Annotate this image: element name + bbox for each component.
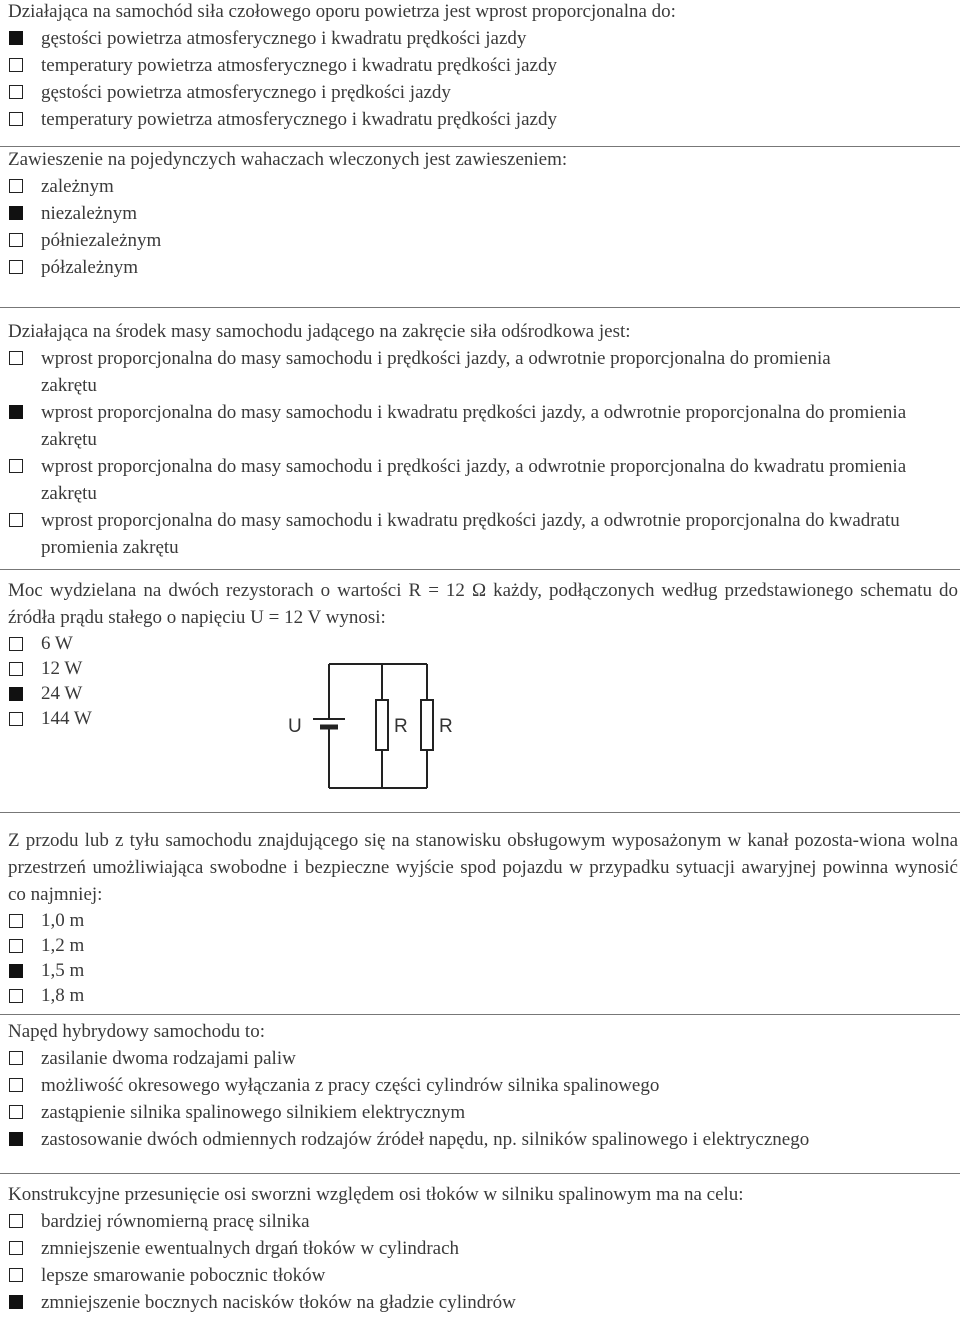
answer-label: zasilanie dwoma rodzajami paliw	[41, 1048, 296, 1069]
checkbox-icon[interactable]	[9, 85, 23, 99]
answer-option[interactable]	[8, 79, 958, 106]
answer-label: gęstości powietrza atmosferycznego i prędkości jazdy	[41, 82, 451, 103]
answer-label: 6 W	[41, 633, 73, 654]
question-text: Działająca na środek masy samochodu jadącego na zakręcie siła odśrodkowa jest:	[8, 321, 631, 342]
answer-label: półzależnym	[41, 257, 139, 278]
answer-label: 1,2 m	[41, 935, 85, 956]
divider	[0, 812, 960, 813]
divider	[0, 1173, 960, 1174]
answer-option[interactable]	[8, 656, 958, 681]
answer-option[interactable]	[8, 1072, 958, 1099]
answer-option[interactable]	[8, 1208, 958, 1235]
checkbox-icon[interactable]	[9, 1105, 23, 1119]
checkbox-icon[interactable]	[9, 179, 23, 193]
checkbox-icon[interactable]	[9, 206, 23, 220]
answer-label: lepsze smarowanie pobocznic tłoków	[41, 1265, 326, 1286]
checkbox-icon[interactable]	[9, 513, 23, 527]
answer-label: wprost proporcjonalna do masy samochodu i kwadratu prędkości jazdy, a odwrotnie proporcjonalna do kwadratu promienia zakrętu	[41, 510, 900, 558]
question-2	[8, 146, 958, 281]
answer-option[interactable]	[8, 453, 958, 507]
resistor-label: R	[394, 716, 408, 737]
answer-label: temperatury powietrza atmosferycznego i kwadratu prędkości jazdy	[41, 109, 557, 130]
answer-option[interactable]	[8, 1099, 958, 1126]
answer-label: półniezależnym	[41, 230, 162, 251]
circuit-diagram	[283, 660, 473, 792]
answer-label: 1,5 m	[41, 960, 85, 981]
checkbox-icon[interactable]	[9, 405, 23, 419]
answer-label: zastosowanie dwóch odmiennych rodzajów źródeł napędu, np. silników spalinowego i elektrycznego	[41, 1129, 810, 1150]
answer-label: wprost proporcjonalna do masy samochodu i prędkości jazdy, a odwrotnie proporcjonalna do kwadratu promienia zakrętu	[41, 456, 907, 504]
answer-option[interactable]	[8, 173, 958, 200]
answer-option[interactable]	[8, 1262, 958, 1289]
checkbox-icon[interactable]	[9, 351, 23, 365]
answer-option[interactable]	[8, 631, 958, 656]
answer-option[interactable]	[8, 983, 958, 1008]
checkbox-icon[interactable]	[9, 459, 23, 473]
answer-option[interactable]	[8, 1045, 958, 1072]
answer-label: 144 W	[41, 708, 92, 729]
checkbox-icon[interactable]	[9, 260, 23, 274]
checkbox-icon[interactable]	[9, 1268, 23, 1282]
resistor-2	[421, 700, 433, 750]
answer-label: 24 W	[41, 683, 83, 704]
checkbox-icon[interactable]	[9, 914, 23, 928]
answer-option[interactable]	[8, 1289, 958, 1316]
divider	[0, 1014, 960, 1015]
answer-option[interactable]	[8, 1126, 958, 1153]
answer-option[interactable]	[8, 1235, 958, 1262]
answer-label: temperatury powietrza atmosferycznego i kwadratu prędkości jazdy	[41, 55, 557, 76]
answer-option[interactable]	[8, 908, 958, 933]
checkbox-icon[interactable]	[9, 687, 23, 701]
question-1	[8, 0, 958, 133]
answer-label: zmniejszenie ewentualnych drgań tłoków w cylindrach	[41, 1238, 460, 1259]
resistor-label: R	[439, 716, 453, 737]
source-label: U	[288, 716, 302, 737]
answer-label: 1,8 m	[41, 985, 85, 1006]
answer-option[interactable]	[8, 507, 958, 561]
answer-option[interactable]	[8, 399, 958, 453]
answer-option[interactable]	[8, 706, 958, 731]
checkbox-icon[interactable]	[9, 1132, 23, 1146]
question-text: Konstrukcyjne przesunięcie osi sworzni względem osi tłoków w silniku spalinowym ma na celu:	[8, 1184, 744, 1205]
answer-option[interactable]	[8, 933, 958, 958]
answer-label: wprost proporcjonalna do masy samochodu i prędkości jazdy, a odwrotnie proporcjonalna do promienia zakrętu	[41, 348, 831, 396]
checkbox-icon[interactable]	[9, 58, 23, 72]
answer-label: zmniejszenie bocznych nacisków tłoków na gładzie cylindrów	[41, 1292, 516, 1313]
checkbox-icon[interactable]	[9, 1078, 23, 1092]
answer-option[interactable]	[8, 200, 958, 227]
answer-label: gęstości powietrza atmosferycznego i kwadratu prędkości jazdy	[41, 28, 527, 49]
answer-option[interactable]	[8, 52, 958, 79]
answer-label: 12 W	[41, 658, 83, 679]
checkbox-icon[interactable]	[9, 964, 23, 978]
divider	[0, 307, 960, 308]
checkbox-icon[interactable]	[9, 989, 23, 1003]
checkbox-icon[interactable]	[9, 1214, 23, 1228]
answer-option[interactable]	[8, 958, 958, 983]
checkbox-icon[interactable]	[9, 1051, 23, 1065]
checkbox-icon[interactable]	[9, 662, 23, 676]
checkbox-icon[interactable]	[9, 712, 23, 726]
question-text: Napęd hybrydowy samochodu to:	[8, 1021, 265, 1042]
answer-label: 1,0 m	[41, 910, 85, 931]
checkbox-icon[interactable]	[9, 939, 23, 953]
answer-label: niezależnym	[41, 203, 138, 224]
checkbox-icon[interactable]	[9, 233, 23, 247]
question-7	[8, 1181, 958, 1316]
answer-label: bardziej równomierną pracę silnika	[41, 1211, 310, 1232]
checkbox-icon[interactable]	[9, 1295, 23, 1309]
question-text: Z przodu lub z tyłu samochodu znajdującego się na stanowisku obsługowym wyposażonym w kanał pozosta-wiona wolna przestrzeń umożliwiająca swobodne i bezpieczne wyjście spod pojazdu w przypadku sytuacji awaryjnej powinna wynosić co najmniej:	[8, 830, 958, 905]
divider	[0, 569, 960, 570]
checkbox-icon[interactable]	[9, 112, 23, 126]
checkbox-icon[interactable]	[9, 637, 23, 651]
answer-label: wprost proporcjonalna do masy samochodu i kwadratu prędkości jazdy, a odwrotnie proporcjonalna do promienia zakrętu	[41, 402, 907, 450]
answer-label: zastąpienie silnika spalinowego silnikiem elektrycznym	[41, 1102, 466, 1123]
answer-option[interactable]	[8, 25, 958, 52]
question-text: Moc wydzielana na dwóch rezystorach o wartości R = 12 Ω każdy, podłączonych według przedstawionego schematu do źródła prądu stałego o napięciu U = 12 V wynosi:	[8, 580, 958, 628]
checkbox-icon[interactable]	[9, 31, 23, 45]
checkbox-icon[interactable]	[9, 1241, 23, 1255]
question-4	[8, 577, 958, 731]
answer-option[interactable]	[8, 227, 958, 254]
answer-option[interactable]	[8, 345, 958, 399]
resistor-1	[376, 700, 388, 750]
question-3	[8, 318, 958, 561]
answer-label: możliwość okresowego wyłączania z pracy części cylindrów silnika spalinowego	[41, 1075, 660, 1096]
answer-option[interactable]	[8, 106, 958, 133]
answer-option[interactable]	[8, 254, 958, 281]
question-text: Zawieszenie na pojedynczych wahaczach wleczonych jest zawieszeniem:	[8, 149, 568, 170]
answer-label: zależnym	[41, 176, 114, 197]
question-text: Działająca na samochód siła czołowego oporu powietrza jest wprost proporcjonalna do:	[8, 1, 676, 22]
question-5	[8, 827, 958, 1008]
question-6	[8, 1018, 958, 1153]
answer-option[interactable]	[8, 681, 958, 706]
